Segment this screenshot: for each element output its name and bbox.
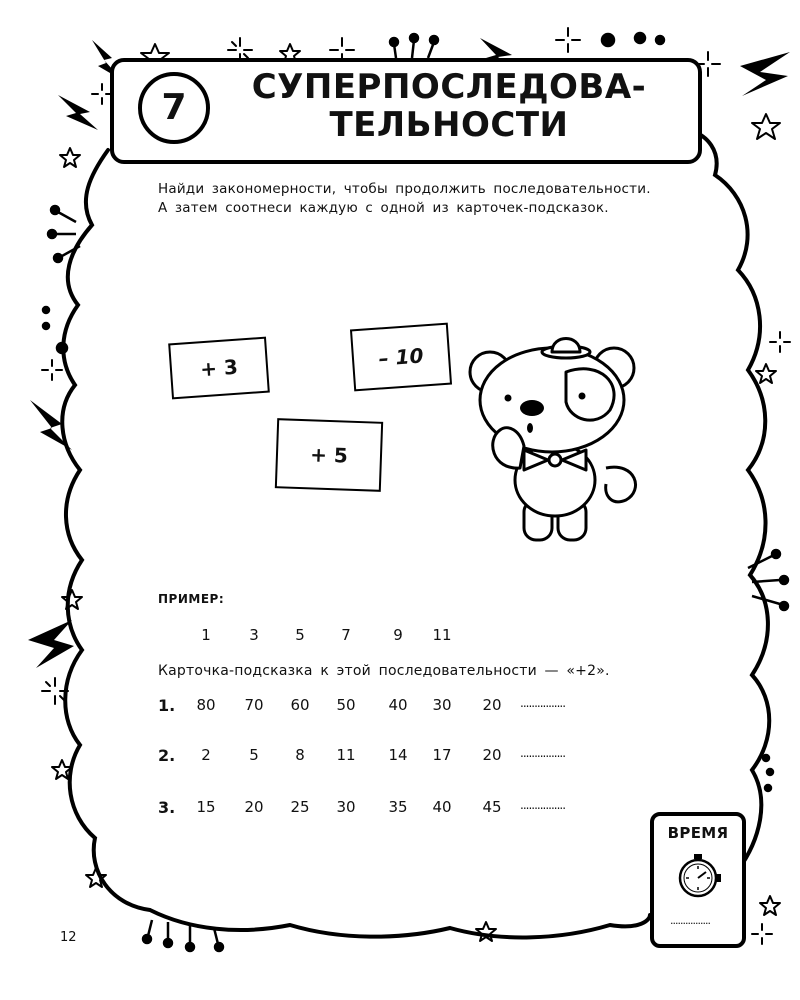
sequence-value: 80 — [196, 696, 216, 714]
sequence-value: 1 — [201, 626, 211, 644]
time-box — [650, 812, 746, 948]
sequence-value: 40 — [388, 696, 408, 714]
sequence-value: 11 — [432, 626, 452, 644]
sequence-value: 20 — [482, 696, 502, 714]
sequence-value: 70 — [244, 696, 264, 714]
hint-card-plus-5 — [275, 418, 383, 492]
sequence-value: 5 — [249, 746, 259, 764]
sequence-value: 2 — [201, 746, 211, 764]
bear-illustration — [470, 339, 636, 541]
instructions-line-1: Найди закономерности, чтобы продолжить последовательности. — [158, 181, 651, 197]
time-blank[interactable]: ................ — [670, 914, 710, 927]
sparkle-icon — [92, 84, 112, 104]
example-label: ПРИМЕР: — [158, 592, 225, 606]
sequence-value: 11 — [336, 746, 356, 764]
star-icon — [60, 148, 80, 167]
sequence-value: 45 — [482, 798, 502, 816]
sequence-value: 20 — [482, 746, 502, 764]
sequence-number: 2. — [158, 746, 176, 765]
hint-card-minus-10 — [350, 323, 452, 392]
hint-card-label: + 5 — [309, 442, 349, 468]
title-line-2: ТЕЛЬНОСТИ — [329, 105, 569, 145]
sequence-number: 1. — [158, 696, 176, 715]
sequence-value: 9 — [393, 626, 403, 644]
sequence-value: 30 — [432, 696, 452, 714]
lightning-icon — [28, 620, 74, 668]
title-line-1: СУПЕРПОСЛЕДОВА- — [251, 67, 647, 107]
sequence-value: 17 — [432, 746, 452, 764]
sparkle-icon — [556, 28, 580, 52]
hint-card-plus-3 — [168, 337, 270, 400]
task-number-badge: 7 — [138, 72, 210, 144]
sequence-value: 5 — [295, 626, 305, 644]
answer-blank[interactable]: ................ — [520, 746, 566, 760]
hint-card-label: + 3 — [199, 354, 239, 382]
sequence-value: 35 — [388, 798, 408, 816]
hint-card-label: – 10 — [377, 343, 425, 371]
instructions — [158, 180, 718, 218]
sequence-number: 3. — [158, 798, 176, 817]
example-hint-text: Карточка-подсказка к этой последовательности — «+2». — [158, 663, 610, 679]
answer-blank[interactable]: ................ — [520, 696, 566, 710]
star-icon — [756, 364, 776, 383]
sparkle-icon — [752, 924, 772, 944]
page-number: 12 — [60, 930, 77, 945]
sequence-value: 40 — [432, 798, 452, 816]
star-icon — [752, 114, 780, 139]
sequence-value: 60 — [290, 696, 310, 714]
page-title — [214, 68, 684, 144]
star-icon — [760, 896, 780, 915]
stopwatch-icon — [674, 850, 724, 900]
sequence-value: 3 — [249, 626, 259, 644]
answer-blank[interactable]: ................ — [520, 798, 566, 812]
star-icon — [476, 922, 496, 941]
sequence-value: 14 — [388, 746, 408, 764]
sequence-value: 20 — [244, 798, 264, 816]
star-icon — [62, 590, 82, 609]
sequence-value: 25 — [290, 798, 310, 816]
time-label: ВРЕМЯ — [667, 824, 729, 842]
lightning-icon — [58, 95, 98, 130]
lightning-icon — [740, 52, 790, 96]
sequence-value: 7 — [341, 626, 351, 644]
sparkle-icon — [42, 678, 68, 704]
sparkle-icon — [770, 332, 790, 352]
sequence-value: 8 — [295, 746, 305, 764]
sparkle-icon — [42, 360, 62, 380]
sequence-value: 50 — [336, 696, 356, 714]
sequence-value: 15 — [196, 798, 216, 816]
sequence-value: 30 — [336, 798, 356, 816]
instructions-line-2: А затем соотнеси каждую с одной из карточек-подсказок. — [158, 200, 609, 216]
